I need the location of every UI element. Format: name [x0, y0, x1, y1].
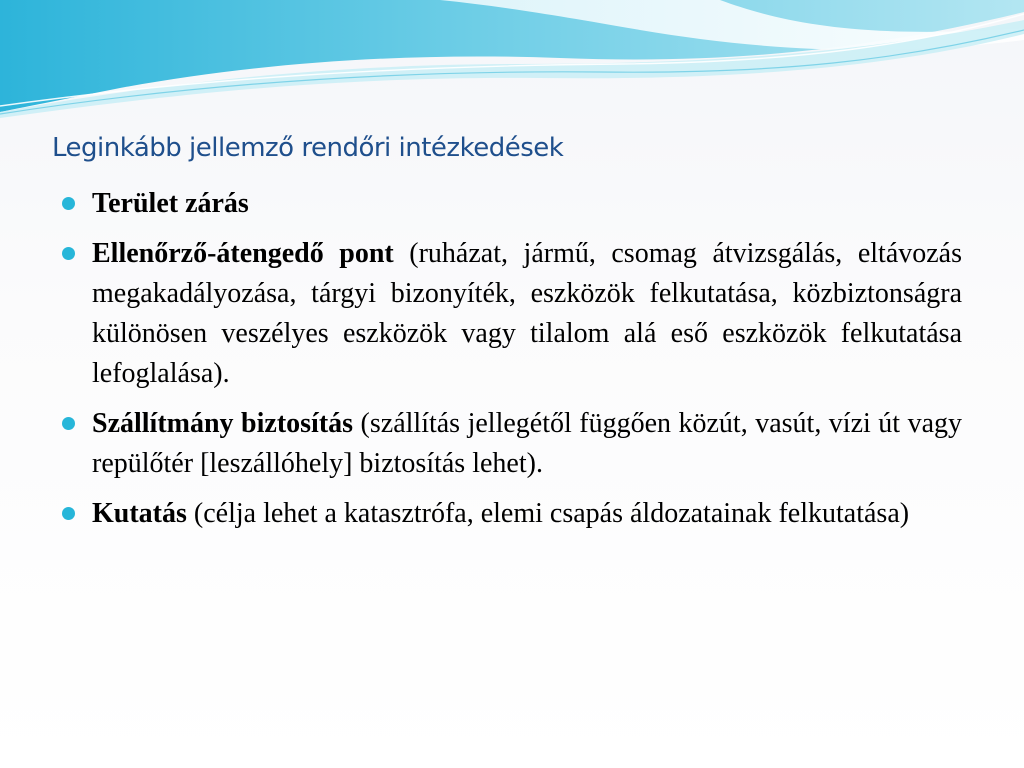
bullet-list — [62, 184, 962, 544]
bullet-term: Szállítmány biztosítás — [92, 408, 354, 439]
decorative-wave-banner — [0, 0, 1024, 120]
bullet-item — [62, 234, 962, 394]
bullet-term: Kutatás — [92, 498, 187, 529]
bullet-detail: (szállítás jellegétől függően közút, vasút, vízi út vagy repülőtér [leszállóhely] biztosítás lehet). — [92, 408, 963, 479]
bullet-detail: (célja lehet a katasztrófa, elemi csapás áldozatainak felkutatása) — [186, 498, 910, 529]
bullet-item — [62, 404, 962, 484]
bullet-detail: (ruházat, jármű, csomag átvizsgálás, eltávozás megakadályozása, tárgyi bizonyíték, eszközök felkutatása, közbiztonságra különösen veszélyes eszközök vagy tilalom alá eső eszközök felkutatása lefoglalása). — [92, 238, 962, 389]
bullet-dot-icon — [62, 507, 75, 520]
bullet-item — [62, 184, 962, 224]
slide-title: Leginkább jellemző rendőri intézkedések — [52, 133, 564, 163]
bullet-dot-icon — [62, 417, 75, 430]
bullet-term: Ellenőrző-átengedő pont — [92, 238, 394, 269]
bullet-item — [62, 494, 962, 534]
bullet-dot-icon — [62, 197, 75, 210]
bullet-dot-icon — [62, 247, 75, 260]
bullet-term: Terület zárás — [92, 188, 249, 219]
